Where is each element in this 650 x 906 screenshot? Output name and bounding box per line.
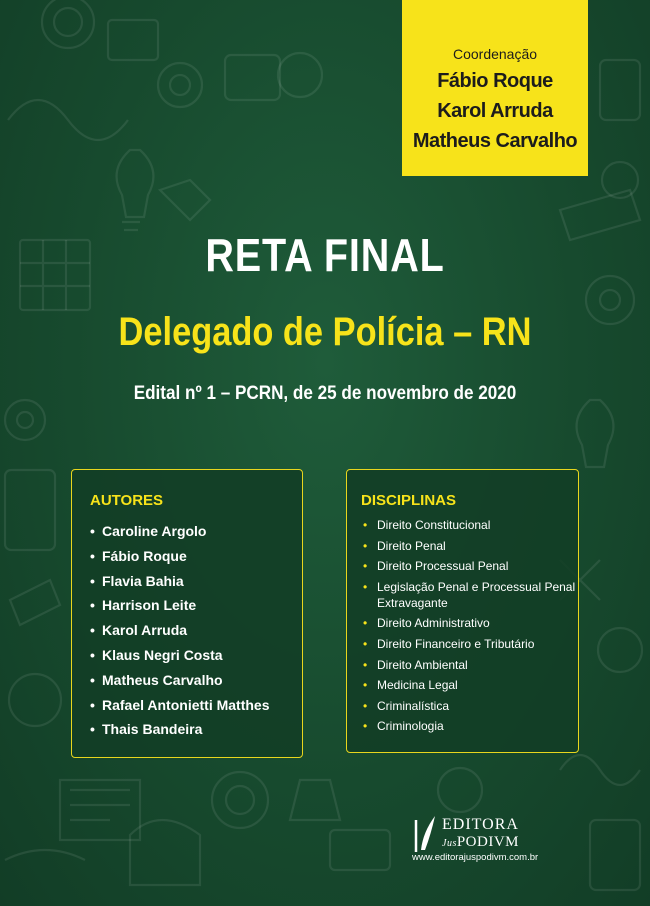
bullet-icon: • bbox=[90, 721, 95, 738]
author-name: Klaus Negri Costa bbox=[102, 646, 223, 663]
coordinator-name: Fábio Roque bbox=[437, 70, 553, 92]
bullet-icon: • bbox=[363, 698, 368, 713]
bullet-icon: • bbox=[90, 597, 95, 614]
discipline-name: Direito Constitucional bbox=[377, 518, 491, 532]
authors-list bbox=[90, 519, 302, 742]
publisher-name bbox=[442, 834, 519, 851]
discipline-name: Direito Processual Penal bbox=[377, 559, 509, 574]
discipline-item bbox=[361, 718, 577, 734]
discipline-item bbox=[361, 579, 577, 611]
author-item bbox=[90, 717, 302, 742]
bullet-icon: • bbox=[90, 671, 95, 688]
authors-panel bbox=[71, 469, 303, 758]
bullet-icon: • bbox=[90, 696, 95, 713]
bullet-icon: • bbox=[90, 646, 95, 663]
disciplines-list bbox=[361, 517, 578, 734]
author-item bbox=[90, 618, 302, 643]
author-name: Flavia Bahia bbox=[102, 572, 184, 589]
quill-logo-icon bbox=[412, 814, 438, 854]
bullet-icon: • bbox=[363, 657, 368, 672]
publisher-podivm: PODIVM bbox=[456, 834, 520, 850]
disciplines-panel bbox=[346, 469, 579, 753]
bullet-icon: • bbox=[363, 559, 368, 574]
discipline-item bbox=[361, 538, 577, 554]
author-name: Harrison Leite bbox=[102, 597, 197, 614]
discipline-item bbox=[361, 657, 577, 673]
bullet-icon: • bbox=[363, 518, 368, 532]
publisher-url: www.editorajuspodivm.com.br bbox=[412, 852, 539, 863]
disciplines-heading: DISCIPLINAS bbox=[361, 492, 457, 509]
discipline-name: Direito Ambiental bbox=[377, 657, 468, 672]
book-subtitle: Delegado de Polícia – RN bbox=[118, 310, 532, 354]
author-item bbox=[90, 593, 302, 618]
author-item bbox=[90, 519, 302, 544]
coordinator-name: Karol Arruda bbox=[437, 100, 553, 122]
discipline-name: Criminalística bbox=[377, 698, 450, 713]
publisher-logo bbox=[412, 810, 552, 865]
discipline-name: Direito Administrativo bbox=[377, 616, 490, 631]
coordination-label: Coordenação bbox=[452, 46, 538, 62]
discipline-item bbox=[361, 677, 577, 693]
bullet-icon: • bbox=[363, 636, 368, 651]
author-name: Karol Arruda bbox=[102, 622, 188, 639]
bullet-icon: • bbox=[363, 538, 368, 553]
discipline-name: Criminologia bbox=[377, 719, 444, 734]
discipline-name: Legislação Penal e Processual Penal Extravagante bbox=[377, 579, 576, 610]
author-name: Matheus Carvalho bbox=[102, 671, 223, 688]
coordinator-name: Matheus Carvalho bbox=[412, 130, 578, 152]
bullet-icon: • bbox=[363, 678, 368, 693]
bullet-icon: • bbox=[90, 622, 95, 639]
discipline-item bbox=[361, 517, 577, 533]
bullet-icon: • bbox=[363, 616, 368, 631]
author-item bbox=[90, 668, 302, 693]
authors-heading: AUTORES bbox=[90, 492, 164, 509]
discipline-item bbox=[361, 615, 577, 631]
bullet-icon: • bbox=[90, 572, 95, 589]
discipline-item bbox=[361, 698, 577, 714]
discipline-item bbox=[361, 636, 577, 652]
bullet-icon: • bbox=[363, 579, 368, 594]
author-name: Thais Bandeira bbox=[102, 721, 203, 738]
author-item bbox=[90, 693, 302, 718]
discipline-item bbox=[361, 558, 577, 574]
author-item bbox=[90, 544, 302, 569]
bullet-icon: • bbox=[90, 523, 95, 539]
author-name: Rafael Antonietti Matthes bbox=[102, 696, 270, 713]
coordination-box bbox=[402, 0, 588, 176]
author-name: Caroline Argolo bbox=[102, 523, 207, 539]
discipline-name: Direito Financeiro e Tributário bbox=[377, 636, 535, 651]
discipline-name: Medicina Legal bbox=[377, 678, 458, 693]
publisher-jus: Jus bbox=[442, 838, 457, 849]
book-title: RETA FINAL bbox=[205, 229, 445, 281]
edital-line: Edital nº 1 – PCRN, de 25 de novembro de 2020 bbox=[133, 383, 517, 404]
bullet-icon: • bbox=[90, 547, 95, 564]
bullet-icon: • bbox=[363, 719, 368, 734]
publisher-editora: EDITORA bbox=[442, 816, 519, 833]
author-item bbox=[90, 643, 302, 668]
author-item bbox=[90, 569, 302, 594]
author-name: Fábio Roque bbox=[102, 547, 187, 564]
discipline-name: Direito Penal bbox=[377, 538, 446, 553]
